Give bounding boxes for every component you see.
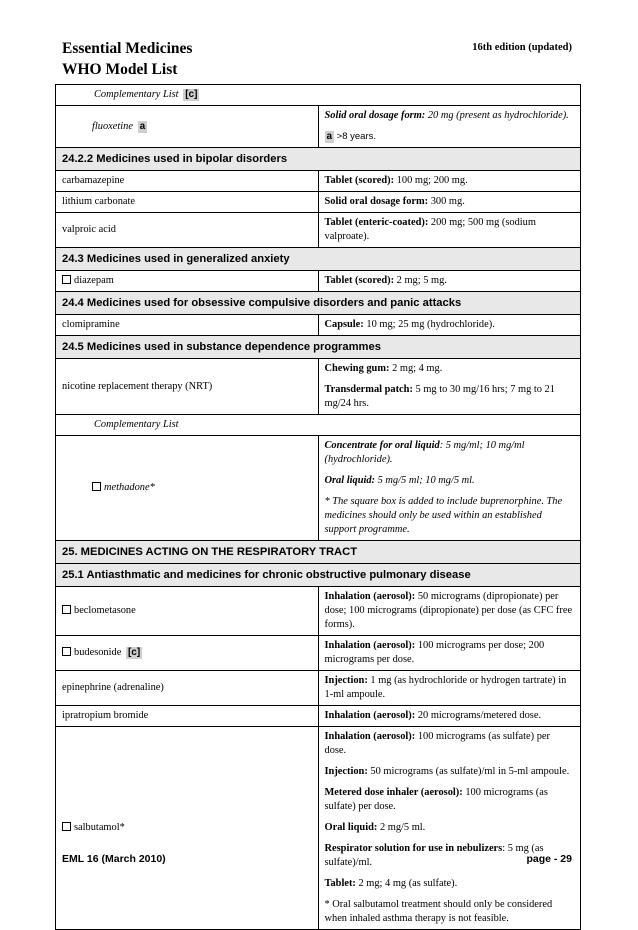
page-footer xyxy=(62,853,572,869)
medicine-name: clomipramine xyxy=(56,315,319,336)
table-row xyxy=(56,727,581,930)
medicine-name: budesonide [c] xyxy=(56,636,319,671)
medicine-name: methadone* xyxy=(56,436,319,541)
medicine-name: lithium carbonate xyxy=(56,192,319,213)
section-heading: 24.2.2 Medicines used in bipolar disorders xyxy=(56,148,581,171)
medicine-name: epinephrine (adrenaline) xyxy=(56,671,319,706)
section-heading: 25. MEDICINES ACTING ON THE RESPIRATORY TRACT xyxy=(56,541,581,564)
page-header xyxy=(62,38,572,82)
square-box-icon xyxy=(92,482,101,491)
footer-edition: EML 16 (March 2010) xyxy=(62,853,166,865)
table-row xyxy=(56,671,581,706)
table-row xyxy=(56,436,581,541)
dosage-form: Inhalation (aerosol): 100 micrograms (as sulfate) per dose. Injection: 50 micrograms (as sulfate)/ml in 5-ml ampoule. Metered dose inhaler (aerosol): 100 micrograms (as sulfate) per dose. Oral liquid: 2 mg/5 ml. Respirator solution for use in nebulizers: 5 mg (as sulfate)/ml. Tablet: 2 mg; 4 mg (as sulfate). * Oral salbutamol treatment should only be considered when inhaled asthma therapy is not feasible. xyxy=(318,727,581,930)
section-heading: 24.4 Medicines used for obsessive compulsive disorders and panic attacks xyxy=(56,292,581,315)
medicine-name: beclometasone xyxy=(56,587,319,636)
dosage-form: Chewing gum: 2 mg; 4 mg. Transdermal patch: 5 mg to 30 mg/16 hrs; 7 mg to 21 mg/24 hrs. xyxy=(318,359,581,415)
section-heading: 25.1 Antiasthmatic and medicines for chronic obstructive pulmonary disease xyxy=(56,564,581,587)
table-row xyxy=(56,106,581,148)
dosage-form: Tablet (enteric-coated): 200 mg; 500 mg (sodium valproate). xyxy=(318,213,581,248)
medicine-name: salbutamol* xyxy=(56,727,319,930)
page-number: page - 29 xyxy=(526,853,572,865)
table-row xyxy=(56,359,581,415)
dosage-form: Inhalation (aerosol): 20 micrograms/metered dose. xyxy=(318,706,581,727)
table-row xyxy=(56,213,581,248)
square-box-icon xyxy=(62,822,71,831)
dosage-form: Inhalation (aerosol): 50 micrograms (dipropionate) per dose; 100 micrograms (dipropionate) per dose (as CFC free forms). xyxy=(318,587,581,636)
table-row xyxy=(56,706,581,727)
square-box-icon xyxy=(62,647,71,656)
table-row xyxy=(56,587,581,636)
dosage-form: Solid oral dosage form: 20 mg (present as hydrochloride). a >8 years. xyxy=(318,106,581,148)
square-box-icon xyxy=(62,275,71,284)
header-title: Essential Medicines WHO Model List xyxy=(62,40,193,78)
dosage-form: Tablet (scored): 100 mg; 200 mg. xyxy=(318,171,581,192)
dosage-form: Solid oral dosage form: 300 mg. xyxy=(318,192,581,213)
table-row xyxy=(56,192,581,213)
complementary-list-row: Complementary List xyxy=(56,415,581,436)
medicine-name: ipratropium bromide xyxy=(56,706,319,727)
complementary-list-row: Complementary List [c] xyxy=(56,85,581,106)
medicine-name: diazepam xyxy=(56,271,319,292)
dosage-form: Inhalation (aerosol): 100 micrograms per dose; 200 micrograms per dose. xyxy=(318,636,581,671)
medicines-table xyxy=(55,84,581,930)
dosage-form: Capsule: 10 mg; 25 mg (hydrochloride). xyxy=(318,315,581,336)
medicine-name: nicotine replacement therapy (NRT) xyxy=(56,359,319,415)
table-row xyxy=(56,315,581,336)
square-box-icon xyxy=(62,605,71,614)
section-heading: 24.5 Medicines used in substance dependence programmes xyxy=(56,336,581,359)
medicine-name: valproic acid xyxy=(56,213,319,248)
dosage-form: Tablet (scored): 2 mg; 5 mg. xyxy=(318,271,581,292)
table-row xyxy=(56,171,581,192)
section-heading: 24.3 Medicines used in generalized anxiety xyxy=(56,248,581,271)
medicine-name: carbamazepine xyxy=(56,171,319,192)
children-tag: [c] xyxy=(185,89,198,100)
dosage-form: Concentrate for oral liquid: 5 mg/ml; 10 mg/ml (hydrochloride). Oral liquid: 5 mg/5 ml; 10 mg/5 ml. * The square box is added to include buprenorphine. The medicines should only be used within an established support programme. xyxy=(318,436,581,541)
table-row xyxy=(56,636,581,671)
table-row xyxy=(56,271,581,292)
medicine-name: fluoxetine a xyxy=(56,106,319,148)
header-edition: 16th edition (updated) xyxy=(472,42,572,53)
dosage-form: Injection: 1 mg (as hydrochloride or hydrogen tartrate) in 1-ml ampoule. xyxy=(318,671,581,706)
